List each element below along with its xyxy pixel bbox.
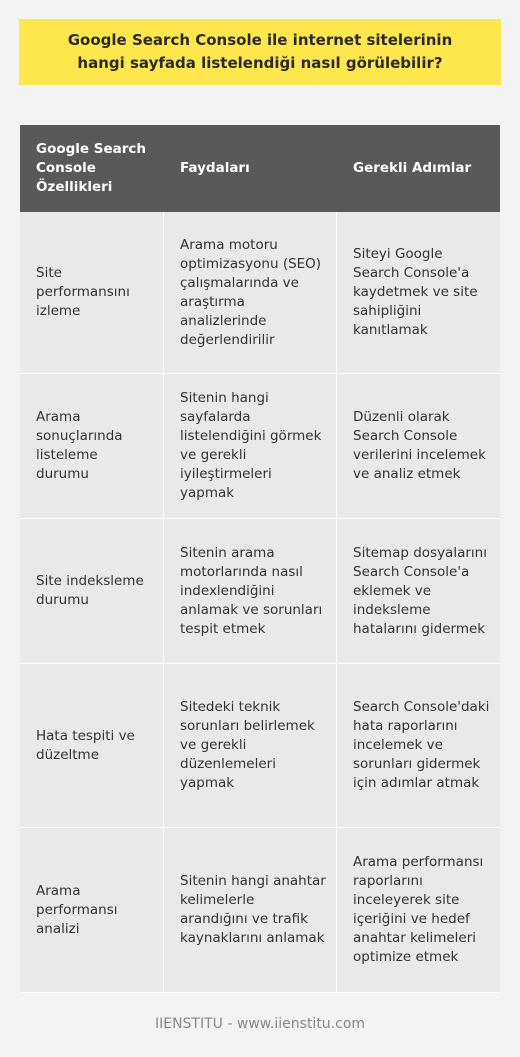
table-cell-feature: Site performansını izleme	[20, 212, 164, 374]
column-header-steps: Gerekli Adımlar	[337, 125, 500, 212]
table-cell-step: Arama performansı raporlarını inceleyerek site içeriğini ve hedef anahtar kelimeleri optimize etmek	[337, 828, 500, 993]
table-cell-benefit: Arama motoru optimizasyonu (SEO) çalışmalarında ve araştırma analizlerinde değerlendirilir	[164, 212, 337, 374]
features-table	[20, 125, 500, 993]
table-row	[20, 664, 500, 828]
table-cell-benefit: Sitedeki teknik sorunları belirlemek ve gerekli düzenlemeleri yapmak	[164, 664, 337, 828]
table-cell-benefit: Sitenin hangi sayfalarda listelendiğini görmek ve gerekli iyileştirmeleri yapmak	[164, 374, 337, 519]
table-header-row	[20, 125, 500, 212]
table-cell-feature: Site indeksleme durumu	[20, 519, 164, 664]
table-cell-step: Siteyi Google Search Console'a kaydetmek ve site sahipliğini kanıtlamak	[337, 212, 500, 374]
footer-credit: IIENSTITU - www.iienstitu.com	[154, 1016, 366, 1032]
table-row	[20, 828, 500, 993]
column-header-features: Google Search Console Özellikleri	[20, 125, 164, 212]
table-cell-feature: Arama sonuçlarında listeleme durumu	[20, 374, 164, 519]
table-cell-benefit: Sitenin arama motorlarında nasıl indexlendiğini anlamak ve sorunları tespit etmek	[164, 519, 337, 664]
table-cell-step: Search Console'daki hata raporlarını incelemek ve sorunları gidermek için adımlar atmak	[337, 664, 500, 828]
table-row	[20, 374, 500, 519]
table-cell-step: Düzenli olarak Search Console verilerini incelemek ve analiz etmek	[337, 374, 500, 519]
column-header-benefits: Faydaları	[164, 125, 337, 212]
table-cell-benefit: Sitenin hangi anahtar kelimelerle arandığını ve trafik kaynaklarını anlamak	[164, 828, 337, 993]
title-banner	[19, 19, 501, 85]
table-row	[20, 519, 500, 664]
table-cell-feature: Arama performansı analizi	[20, 828, 164, 993]
page-title: Google Search Console ile internet sitelerinin hangi sayfada listelendiği nasıl görülebilir?	[67, 31, 453, 72]
table-cell-feature: Hata tespiti ve düzeltme	[20, 664, 164, 828]
table-cell-step: Sitemap dosyalarını Search Console'a eklemek ve indeksleme hatalarını gidermek	[337, 519, 500, 664]
table-row	[20, 212, 500, 374]
